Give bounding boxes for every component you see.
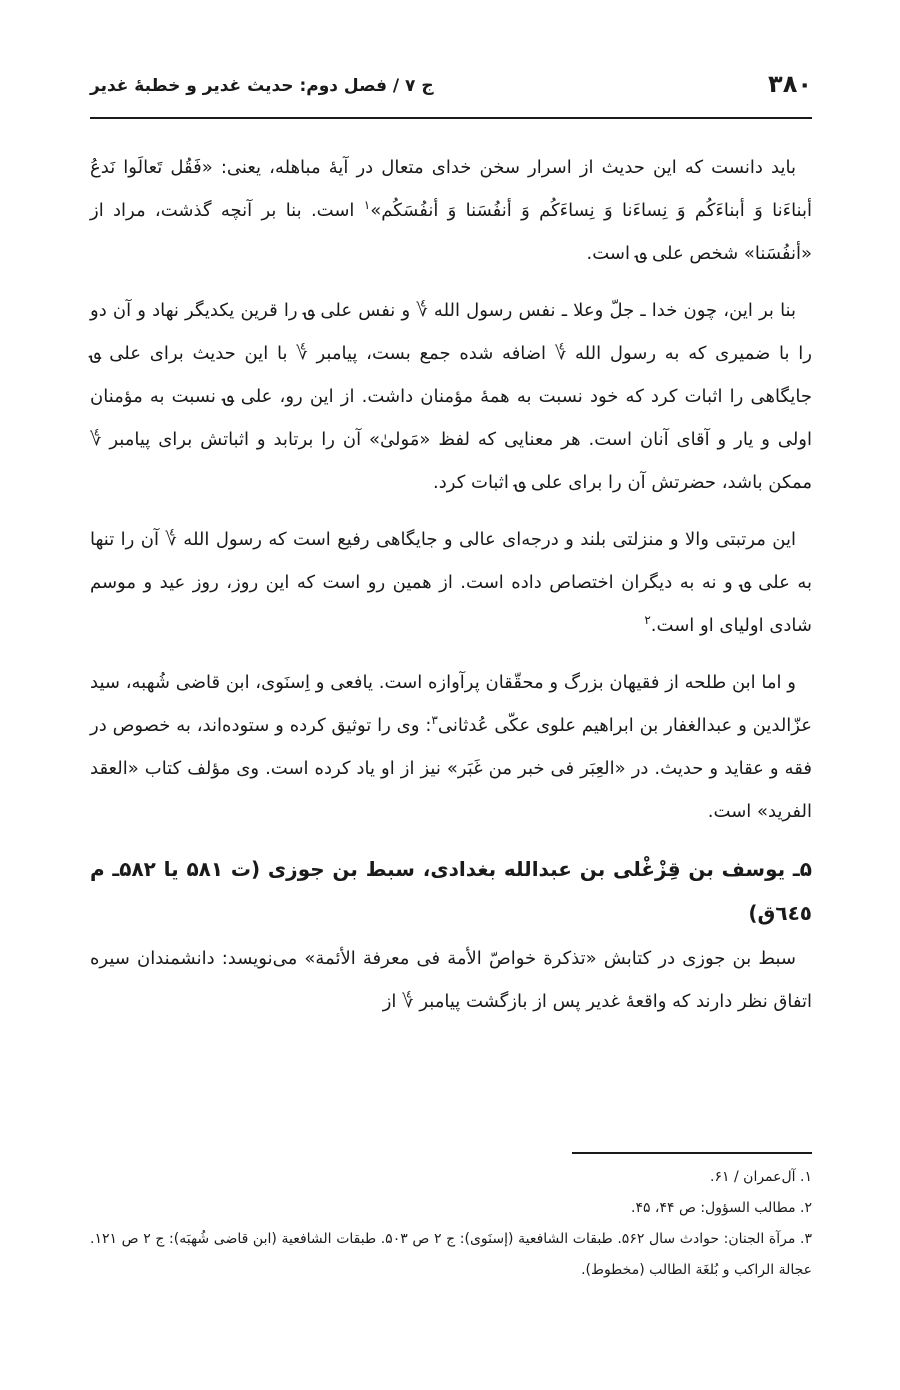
- page-number: ۳۸۰: [768, 70, 812, 98]
- book-page: [90, 50, 812, 1350]
- footnote-ref-1[interactable]: ۱: [363, 198, 371, 212]
- footnotes: [90, 1162, 812, 1286]
- paragraph-3: [90, 518, 812, 647]
- footnote-ref-2[interactable]: ۲: [644, 613, 651, 627]
- footnote-2: ۲. مطالب السؤول: ص ۴۴، ۴۵.: [630, 1200, 812, 1216]
- running-title: ج ۷ / فصل دوم: حدیث غدیر و خطبهٔ غدیر: [90, 76, 434, 96]
- paragraph-4: [90, 661, 812, 833]
- footnote-3: ۳. مرآة الجنان: حوادث سال ۵۶۲. طبقات الشافعیة (إسنَوی): ج ۲ ص ۵۰۳. طبقات الشافعیة (ابن قاضی شُهبَه): ج ۲ ص ۱۲۱. عجالة الراکب و بُلغَة الطالب (مخطوط).: [90, 1231, 812, 1278]
- footnote-ref-3[interactable]: ۳: [431, 713, 438, 727]
- paragraph-4-text: و اما ابن طلحه از فقیهان بزرگ و محقّقان پرآوازه است. یافعی و اِسنَوی، ابن قاضی شُهبه، سید عزّالدین و عبدالغفار بن ابراهیم علوی عکّی عُدثانی: [90, 672, 812, 736]
- footnote-1: ۱. آل‌عمران / ۶۱.: [710, 1169, 812, 1185]
- header-rule: [90, 117, 812, 119]
- paragraph-3-text: این مرتبتی والا و منزلتی بلند و درجه‌ای عالی و جایگاهی رفیع است که رسول الله ؇ آن را تنها به علی ؈ و نه به دیگران اختصاص داده است. از همین رو است که این روز، روز عید و موسم شادی اولیای او است.: [90, 529, 812, 636]
- paragraph-5: سبط بن جوزی در کتابش «تذکرة خواصّ الأمة فی معرفة الأئمة» می‌نویسد: دانشمندان سیره اتفاق نظر دارند که واقعهٔ غدیر پس از بازگشت پیامبر ؇ از: [90, 948, 812, 1012]
- running-header: [90, 70, 812, 110]
- paragraph-1: [90, 146, 812, 275]
- section-heading: ۵ـ یوسف بن قِزْغْلی بن عبدالله بغدادی، سبط بن جوزی (ت ۵۸۱ یا ۵۸۲ـ م ٦٤٥ق): [90, 857, 812, 925]
- paragraph-1-tail: است. بنا بر آنچه گذشت، مراد از «أنفُسَنا» شخص علی ؈ است.: [90, 200, 812, 264]
- paragraph-1-text: باید دانست که این حدیث از اسرار سخن خدای متعال در آیهٔ مباهله، یعنی: «فَقُل تَعالَوا نَدعُ أبناءَنا وَ أبناءَكُم وَ نِساءَنا وَ نِساءَكُم وَ أنفُسَنا وَ أنفُسَكُم»: [90, 157, 813, 221]
- body-text: [90, 146, 812, 1037]
- paragraph-2: بنا بر این، چون خدا ـ جلّ وعلا ـ نفس رسول الله ؇ و نفس علی ؈ را قرین یکدیگر نهاد و آن دو را با ضمیری که به رسول الله ؇ اضافه شده جمع بست، پیامبر ؇ با این حدیث برای علی ؈ جایگاهی را اثبات کرد که خود نسبت به همهٔ مؤمنان داشت. از این رو، علی ؈ نسبت به مؤمنان اولی و یار و آقای آنان است. هر معنایی که لفظ «مَولیٰ» آن را برتابد و اثباتش برای پیامبر ؇ ممکن باشد، حضرتش آن را برای علی ؈ اثبات کرد.: [90, 300, 812, 493]
- footnote-separator: [572, 1152, 812, 1154]
- paragraph-4-tail: : وی را توثیق کرده و ستوده‌اند، به خصوص در فقه و عقاید و حدیث. در «العِبَر فی خبر من غَبَر» نیز از او یاد کرده است. وی مؤلف کتاب «العقد الفرید» است.: [90, 715, 812, 822]
